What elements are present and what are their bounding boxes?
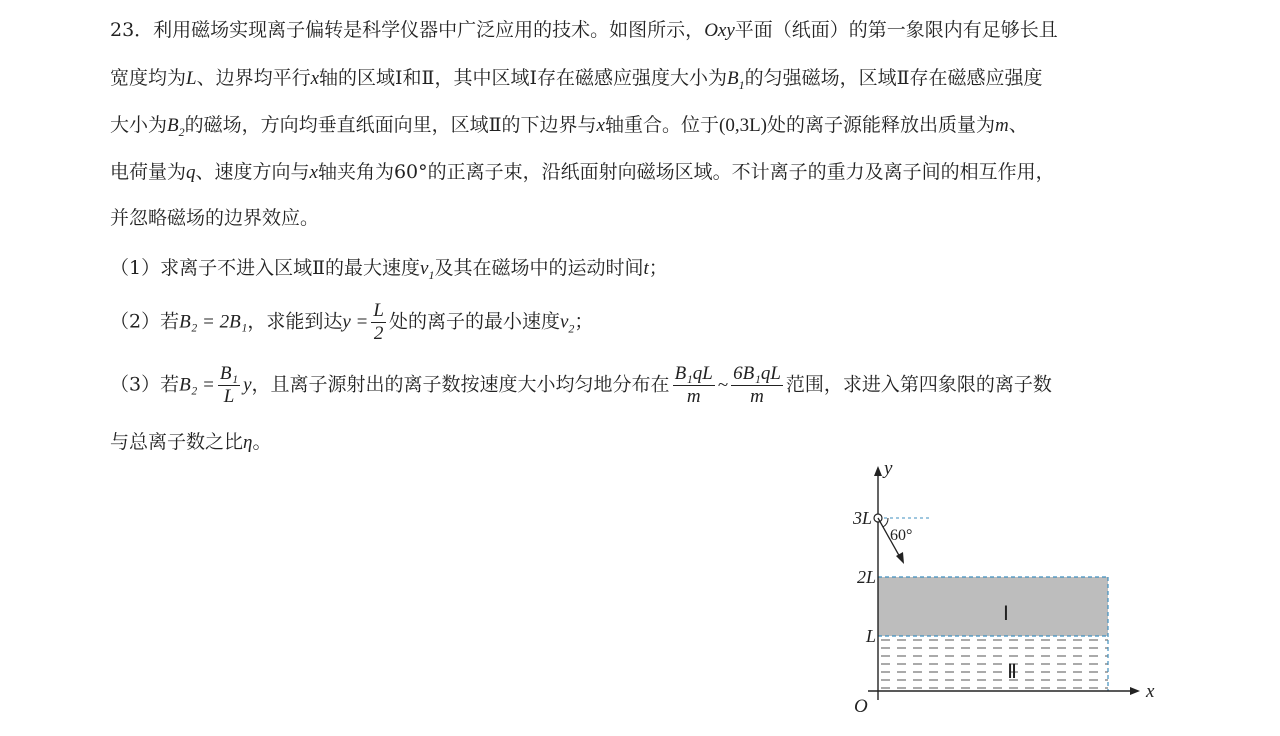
text-segment: 电荷量为 [110,161,187,183]
problem-line-2 [110,66,1043,97]
equation-b2: B₂ = [179,374,215,396]
region-1-area [878,577,1108,636]
x-axis-arrow-icon [1130,687,1140,695]
var-x: x [310,68,320,89]
tick-L: L [865,626,876,646]
text-segment: 并忽略磁场的边界效应。 [110,207,320,229]
var-L: L [186,68,197,89]
problem-line-5 [110,206,319,230]
var-B2: B [167,115,179,136]
text-segment: （2）若 [110,310,180,333]
region-1-label: Ⅰ [1003,603,1009,625]
magnetic-field-diagram [848,460,1168,720]
text-segment: 处的离子的最小速度 [388,310,560,333]
text-segment: 23．利用磁场实现离子偏转是科学仪器中广泛应用的技术。如图所示， [110,19,705,41]
var-y: y [243,374,252,396]
text-segment: 、 [1008,114,1028,136]
var-v2: v [559,311,569,333]
origin-label: O [854,696,868,717]
var-q: q [186,162,196,183]
var-v2-sub: 2 [568,321,575,336]
fraction-numerator: L [373,300,384,321]
problem-line-1 [110,18,1058,43]
text-segment: 与总离子数之比 [110,431,244,453]
fraction-denominator: L [223,386,235,407]
x-axis-label: x [1146,681,1155,702]
fraction-numerator: B₁qL [674,363,713,384]
problem-line-4 [110,160,1055,185]
text-segment: （3）若 [110,373,180,396]
fraction-max-speed [731,363,783,408]
var-oxy: Oxy [704,20,735,41]
angle-arc [883,518,888,527]
question-3-line-2 [110,430,271,455]
var-t: t [643,258,649,279]
fraction-denominator: 2 [373,323,384,344]
text-segment: ，且离子源射出的离子数按速度大小均匀地分布在 [251,373,670,396]
var-B1-sub: 1 [738,77,745,92]
text-segment: 平面（纸面）的第一象限内有足够长且 [734,19,1058,41]
tilde: ~ [717,374,729,396]
var-m: m [995,115,1009,136]
var-x: x [596,115,605,136]
var-B1: B [726,68,739,89]
text-segment: 及其在磁场中的运动时间 [434,257,644,279]
text-segment: 。 [252,431,272,453]
equation-b2-2b1: B₂ = 2B₁ [179,311,248,333]
var-x: x [309,162,318,183]
text-segment: 大小为 [110,114,168,136]
var-y: y = [342,311,369,333]
text-segment: 宽度均为 [110,67,187,89]
text-segment: 范围，求进入第四象限的离子数 [785,373,1052,396]
text-segment: 轴的区域Ⅰ和Ⅱ，其中区域Ⅰ存在磁感应强度大小为 [319,67,727,89]
y-axis-label: y [884,460,893,479]
source-position: (0,3L) [719,115,768,136]
text-segment: ； [574,310,594,333]
question-3 [110,363,1052,408]
var-eta: η [243,432,253,453]
text-segment: 的磁场，方向均垂直纸面向里，区域Ⅱ的下边界与 [184,114,597,136]
text-segment: （1）求离子不进入区域Ⅱ的最大速度 [110,257,421,279]
text-segment: 处的离子源能释放出质量为 [767,114,996,136]
var-v1: v [420,258,429,279]
fraction-min-speed [673,363,715,408]
text-segment: 轴夹角为60°的正离子束，沿纸面射向磁场区域。不计离子的重力及离子间的相互作用， [317,161,1055,183]
region-2-area [878,636,1108,691]
fraction-denominator: m [750,386,764,407]
var-B2-sub: 2 [178,124,185,139]
region-2-label: Ⅱ [1007,661,1017,683]
text-segment: 轴重合。位于 [604,114,719,136]
velocity-arrow-head-icon [896,552,904,564]
text-segment: ； [648,257,668,279]
tick-2L: 2L [856,567,876,587]
text-segment: 的匀强磁场，区域Ⅱ存在磁感应强度 [744,67,1043,89]
text-segment: 、速度方向与 [195,161,310,183]
problem-line-3 [110,113,1028,144]
question-2 [110,300,593,345]
fraction-L-over-2 [371,300,386,345]
question-1 [110,256,668,287]
fraction-numerator: B₁ [219,363,239,384]
tick-3L: 3L [852,508,872,528]
angle-label: 60° [890,527,913,544]
var-v1-sub: 1 [428,267,435,282]
fraction-numerator: 6B₁qL [733,363,781,384]
text-segment: 、边界均平行 [196,67,311,89]
fraction-b1-over-L [218,363,240,408]
y-axis-arrow-icon [874,466,882,476]
fraction-denominator: m [686,386,701,407]
text-segment: ，求能到达 [247,310,343,333]
